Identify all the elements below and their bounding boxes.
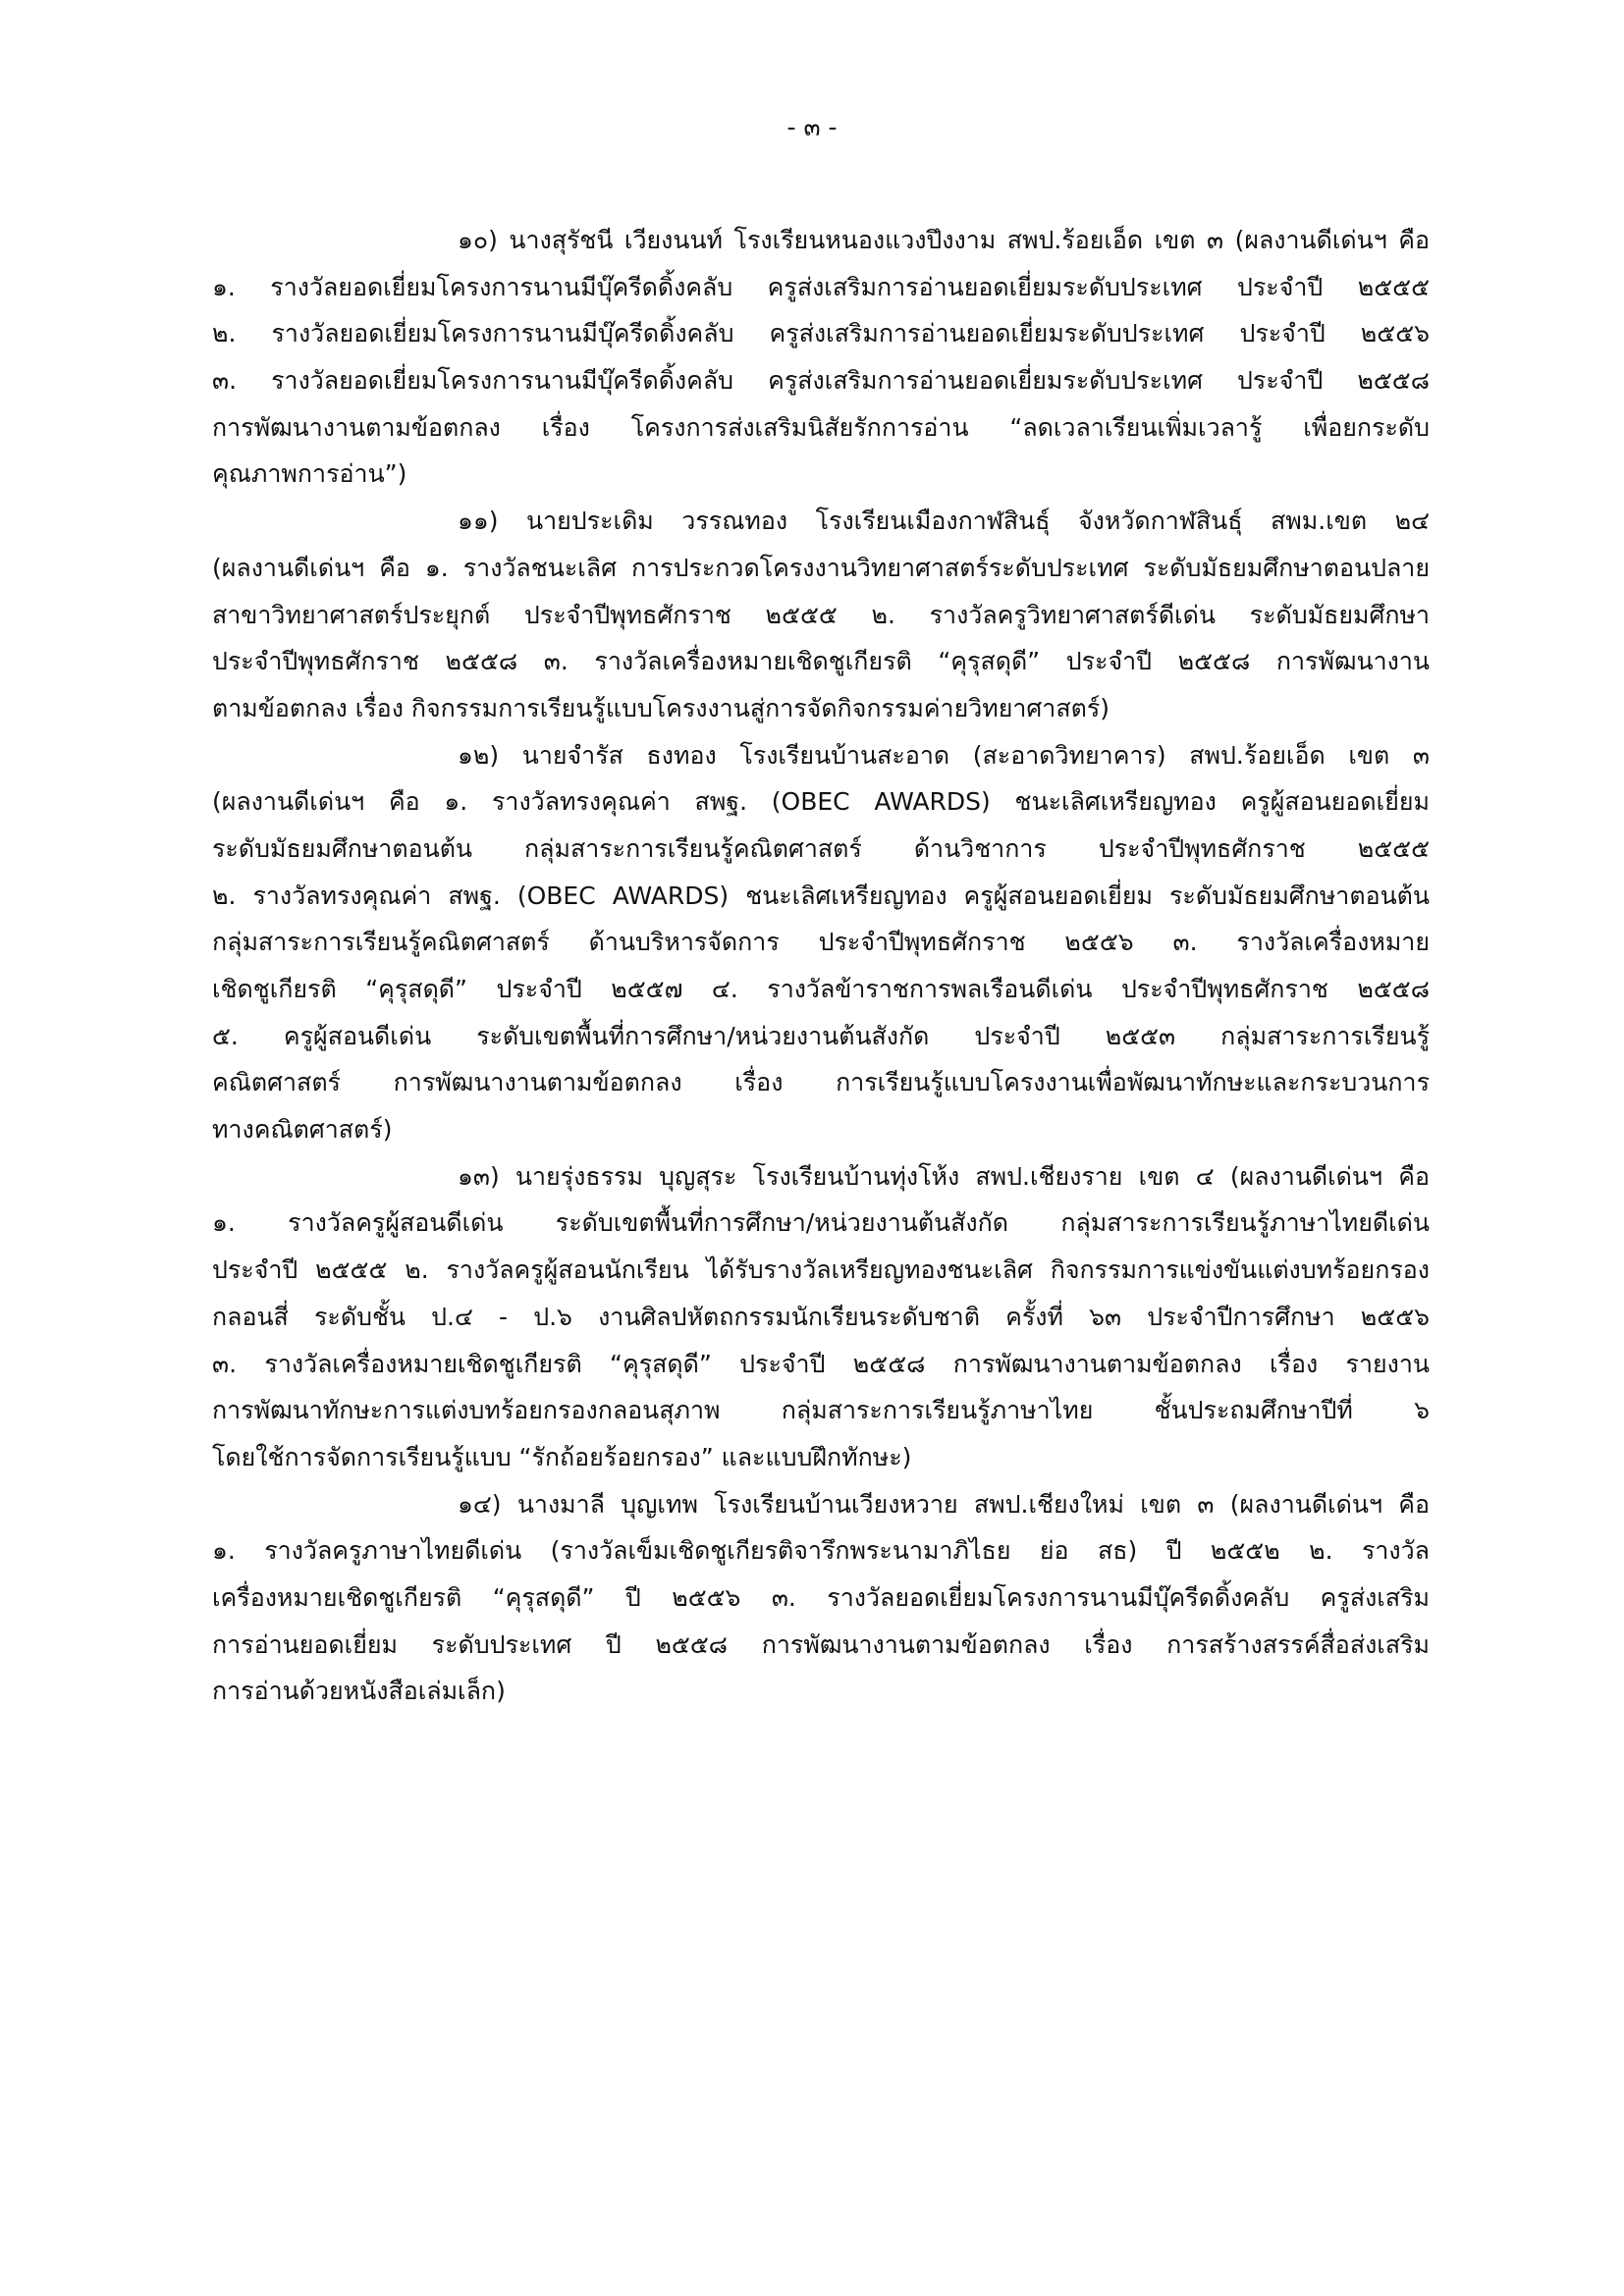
entry-line: ๑. รางวัลครูภาษาไทยดีเด่น (รางวัลเข็มเชิดชูเกียรติจารึกพระนามาภิไธย ย่อ สธ) ปี ๒๕๕๒ ๒. รางวัล xyxy=(212,1536,1430,1566)
entry-line: (ผลงานดีเด่นฯ คือ ๑. รางวัลชนะเลิศ การประกวดโครงงานวิทยาศาสตร์ระดับประเทศ ระดับมัธยมศึกษาตอนปลาย xyxy=(212,553,1430,582)
entry-line: ประจำปี ๒๕๕๕ ๒. รางวัลครูผู้สอนนักเรียน ได้รับรางวัลเหรียญทองชนะเลิศ กิจกรรมการแข่งขันแต่งบทร้อยกรอง xyxy=(212,1255,1430,1285)
entry-line: ประจำปีพุทธศักราช ๒๕๕๘ ๓. รางวัลเครื่องหมายเชิดชูเกียรติ “คุรุสดุดี” ประจำปี ๒๕๕๘ การพัฒนางาน xyxy=(212,647,1430,676)
award-entry-12 xyxy=(212,732,1430,1153)
entry-line: ๑๐) นางสุรัชนี เวียงนนท์ โรงเรียนหนองแวงปึงงาม สพป.ร้อยเอ็ด เขต ๓ (ผลงานดีเด่นฯ คือ xyxy=(458,226,1430,254)
entry-line: กลอนสี่ ระดับชั้น ป.๔ - ป.๖ งานศิลปหัตถกรรมนักเรียนระดับชาติ ครั้งที่ ๖๓ ประจำปีการศึกษา ๒๕๕๖ xyxy=(212,1302,1430,1331)
entry-line: ๒. รางวัลยอดเยี่ยมโครงการนานมีบุ๊ครีดดิ้งคลับ ครูส่งเสริมการอ่านยอดเยี่ยมระดับประเทศ ประจำปี ๒๕๕๖ xyxy=(212,319,1430,348)
entry-line: การอ่านด้วยหนังสือเล่มเล็ก) xyxy=(212,1677,506,1706)
entry-line: การพัฒนางานตามข้อตกลง เรื่อง โครงการส่งเสริมนิสัยรักการอ่าน “ลดเวลาเรียนเพิ่มเวลารู้ เพื่อยกระดับ xyxy=(212,412,1430,442)
award-entry-13 xyxy=(212,1153,1430,1481)
award-entry-14 xyxy=(212,1481,1430,1715)
entry-line: สาขาวิทยาศาสตร์ประยุกต์ ประจำปีพุทธศักราช ๒๕๕๕ ๒. รางวัลครูวิทยาศาสตร์ดีเด่น ระดับมัธยมศึกษา xyxy=(212,600,1430,629)
entry-line: ตามข้อตกลง เรื่อง กิจกรรมการเรียนรู้แบบโครงงานสู่การจัดกิจกรรมค่ายวิทยาศาสตร์) xyxy=(212,693,1110,722)
entry-line: การอ่านยอดเยี่ยม ระดับประเทศ ปี ๒๕๕๘ การพัฒนางานตามข้อตกลง เรื่อง การสร้างสรรค์สื่อส่งเสริม xyxy=(212,1629,1430,1659)
entry-line: ๓. รางวัลเครื่องหมายเชิดชูเกียรติ “คุรุสดุดี” ประจำปี ๒๕๕๘ การพัฒนางานตามข้อตกลง เรื่อง รายงาน xyxy=(212,1349,1430,1378)
entry-line: เครื่องหมายเชิดชูเกียรติ “คุรุสดุดี” ปี ๒๕๕๖ ๓. รางวัลยอดเยี่ยมโครงการนานมีบุ๊ครีดดิ้งคลับ ครูส่งเสริม xyxy=(212,1582,1430,1612)
entry-line: เชิดชูเกียรติ “คุรุสดุดี” ประจำปี ๒๕๕๗ ๔. รางวัลข้าราชการพลเรือนดีเด่น ประจำปีพุทธศักราช ๒๕๕๘ xyxy=(212,975,1430,1003)
entry-line: ๓. รางวัลยอดเยี่ยมโครงการนานมีบุ๊ครีดดิ้งคลับ ครูส่งเสริมการอ่านยอดเยี่ยมระดับประเทศ ประจำปี ๒๕๕๘ xyxy=(212,366,1430,396)
entry-line: การพัฒนาทักษะการแต่งบทร้อยกรองกลอนสุภาพ กลุ่มสาระการเรียนรู้ภาษาไทย ชั้นประถมศึกษาปีที่ ๖ xyxy=(212,1396,1430,1425)
document-body xyxy=(212,217,1430,1715)
entry-line: ๑๓) นายรุ่งธรรม บุญสุระ โรงเรียนบ้านทุ่งโห้ง สพป.เชียงราย เขต ๔ (ผลงานดีเด่นฯ คือ xyxy=(458,1161,1430,1191)
entry-line: ๒. รางวัลทรงคุณค่า สพฐ. (OBEC AWARDS) ชนะเลิศเหรียญทอง ครูผู้สอนยอดเยี่ยม ระดับมัธยมศึกษาตอนต้น xyxy=(212,881,1430,910)
entry-line: (ผลงานดีเด่นฯ คือ ๑. รางวัลทรงคุณค่า สพฐ. (OBEC AWARDS) ชนะเลิศเหรียญทอง ครูผู้สอนยอดเยี่ยม xyxy=(212,787,1430,817)
entry-line: ๑. รางวัลครูผู้สอนดีเด่น ระดับเขตพื้นที่การศึกษา/หน่วยงานต้นสังกัด กลุ่มสาระการเรียนรู้ภาษาไทยดีเด่น xyxy=(212,1208,1430,1238)
entry-line: โดยใช้การจัดการเรียนรู้แบบ “รักถ้อยร้อยกรอง” และแบบฝึกทักษะ) xyxy=(212,1442,912,1471)
entry-line: ๑๒) นายจำรัส ธงทอง โรงเรียนบ้านสะอาด (สะอาดวิทยาคาร) สพป.ร้อยเอ็ด เขต ๓ xyxy=(458,740,1430,770)
page-number: - ๓ - xyxy=(786,113,838,141)
entry-line: กลุ่มสาระการเรียนรู้คณิตศาสตร์ ด้านบริหารจัดการ ประจำปีพุทธศักราช ๒๕๕๖ ๓. รางวัลเครื่องหมาย xyxy=(212,928,1430,957)
entry-line: ระดับมัธยมศึกษาตอนต้น กลุ่มสาระการเรียนรู้คณิตศาสตร์ ด้านวิชาการ ประจำปีพุทธศักราช ๒๕๕๕ xyxy=(212,833,1430,863)
entry-line: คุณภาพการอ่าน”) xyxy=(212,459,407,489)
entry-line: ๑๑) นายประเดิม วรรณทอง โรงเรียนเมืองกาฬสินธุ์ จังหวัดกาฬสินธุ์ สพม.เขต ๒๔ xyxy=(458,507,1430,536)
entry-line: ๑๔) นางมาลี บุญเทพ โรงเรียนบ้านเวียงหวาย สพป.เชียงใหม่ เขต ๓ (ผลงานดีเด่นฯ คือ xyxy=(458,1489,1430,1519)
entry-line: ๕. ครูผู้สอนดีเด่น ระดับเขตพื้นที่การศึกษา/หน่วยงานต้นสังกัด ประจำปี ๒๕๕๓ กลุ่มสาระการเรียนรู้ xyxy=(212,1021,1430,1050)
entry-line: ทางคณิตศาสตร์) xyxy=(212,1115,393,1145)
entry-line: ๑. รางวัลยอดเยี่ยมโครงการนานมีบุ๊ครีดดิ้งคลับ ครูส่งเสริมการอ่านยอดเยี่ยมระดับประเทศ ประจำปี ๒๕๕๕ xyxy=(212,272,1430,301)
award-entry-11 xyxy=(212,498,1430,731)
entry-line: คณิตศาสตร์ การพัฒนางานตามข้อตกลง เรื่อง การเรียนรู้แบบโครงงานเพื่อพัฒนาทักษะและกระบวนการ xyxy=(212,1068,1430,1097)
award-entry-10 xyxy=(212,217,1430,498)
